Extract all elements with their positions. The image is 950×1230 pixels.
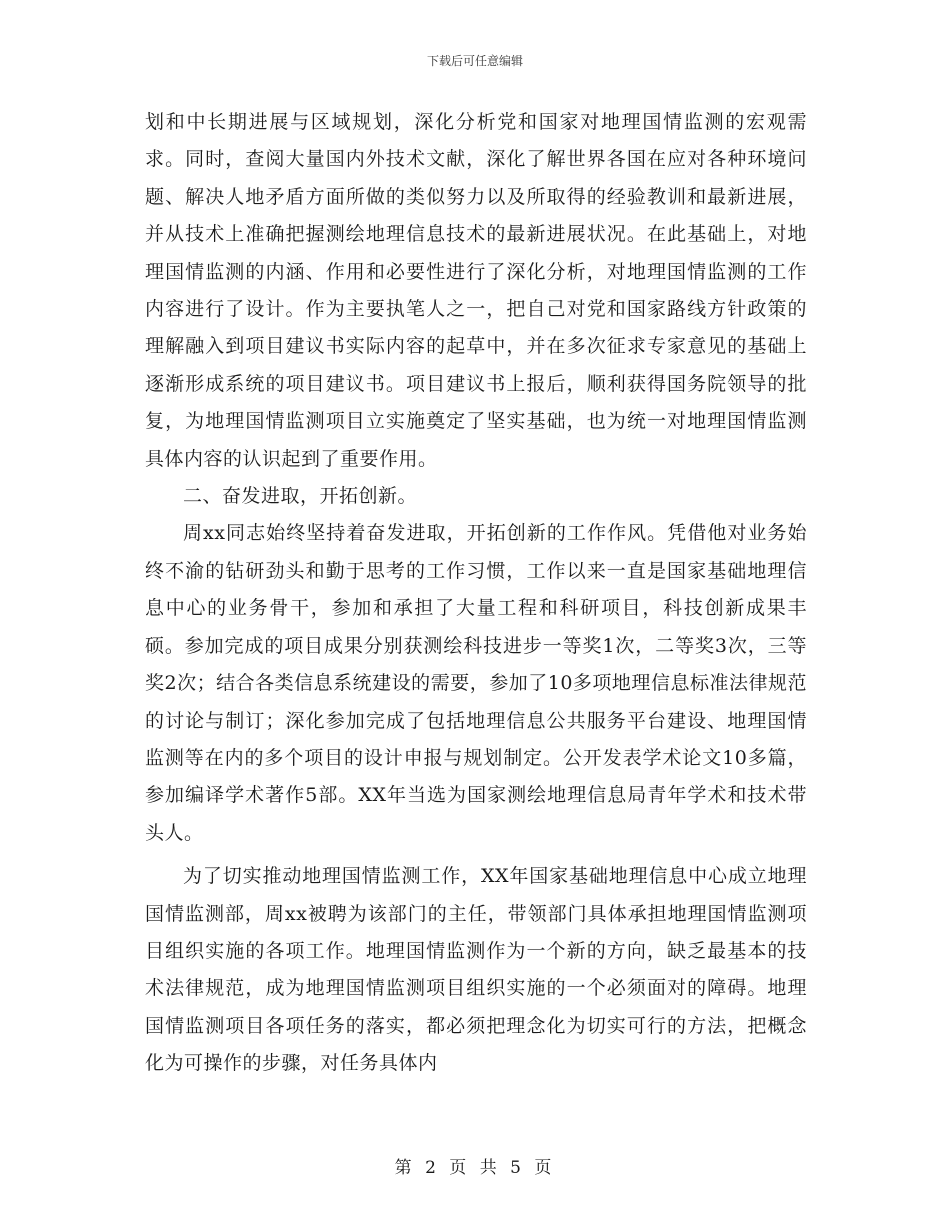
section-heading: 二、奋发进取，开拓创新。	[183, 485, 418, 508]
page-header: 下载后可任意编辑	[426, 54, 523, 68]
page-number: 第 2 页 共 5 页	[394, 1158, 556, 1178]
paragraph-innovation: 周xx同志始终坚持着奋发进取，开拓创新的工作作风。凭借他对业务始终不渝的钻研劲头和勤于思考的工作习惯，工作以来一直是国家基础地理信息中心的业务骨干，参加和承担了大量工程和科研项目，科技创新成果丰硕。参加完成的项目成果分别获测绘科技进步一等奖1次，二等奖3次，三等奖2次；结合各类信息系统建设的需要，参加了10多项地理信息标准法律规范的讨论与制订；深化参加完成了包括地理信息公共服务平台建设、地理国情监测等在内的多个项目的设计申报与规划制定。公开发表学术论文10多篇，参加编译学术著作5部。XX年当选为国家测绘地理信息局青年学术和技术带头人。	[145, 522, 807, 844]
document-body	[145, 104, 807, 1083]
paragraph-monitoring: 为了切实推动地理国情监测工作，XX年国家基础地理信息中心成立地理国情监测部，周xx被聘为该部门的主任，带领部门具体承担地理国情监测项目组织实施的各项工作。地理国情监测作为一个新的方向，缺乏最基本的技术法律规范，成为地理国情监测项目组织实施的一个必须面对的障碍。地理国情监测项目各项任务的落实，都必须把理念化为切实可行的方法，把概念化为可操作的步骤，对任务具体内	[145, 865, 807, 1075]
paragraph-continuation: 划和中长期进展与区域规划，深化分析党和国家对地理国情监测的宏观需求。同时，查阅大量国内外技术文献，深化了解世界各国在应对各种环境问题、解决人地矛盾方面所做的类似努力以及所取得的经验教训和最新进展，并从技术上准确把握测绘地理信息技术的最新进展状况。在此基础上，对地理国情监测的内涵、作用和必要性进行了深化分析，对地理国情监测的工作内容进行了设计。作为主要执笔人之一，把自己对党和国家路线方针政策的理解融入到项目建议书实际内容的起草中，并在多次征求专家意见的基础上逐渐形成系统的项目建议书。项目建议书上报后，顺利获得国务院领导的批复，为地理国情监测项目立实施奠定了坚实基础，也为统一对地理国情监测具体内容的认识起到了重要作用。	[145, 111, 807, 470]
